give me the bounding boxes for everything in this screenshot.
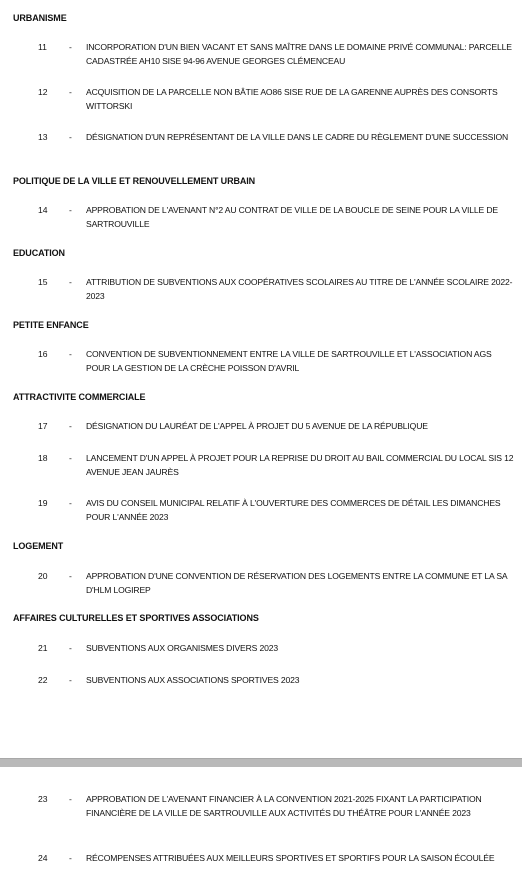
item-text: AVIS DU CONSEIL MUNICIPAL RELATIF À L'OUVERTURE DES COMMERCES DE DÉTAIL LES DIMANCHES POUR L'ANNÉE 2023 <box>86 498 501 522</box>
item-number: 23 <box>38 794 48 804</box>
item-text: DÉSIGNATION D'UN REPRÉSENTANT DE LA VILLE DANS LE CADRE DU RÈGLEMENT D'UNE SUCCESSION <box>86 132 509 142</box>
section-title-urbanisme: URBANISME <box>13 13 67 23</box>
item-number: 15 <box>38 277 48 287</box>
section-title-politique-ville: POLITIQUE DE LA VILLE ET RENOUVELLEMENT URBAIN <box>13 176 256 186</box>
section-title-affaires-culturelles: AFFAIRES CULTURELLES ET SPORTIVES ASSOCIATIONS <box>13 613 259 623</box>
item-number: 13 <box>38 132 48 142</box>
item-dash: - <box>69 643 72 653</box>
item-text: APPROBATION D'UNE CONVENTION DE RÉSERVATION DES LOGEMENTS ENTRE LA COMMUNE ET LA SA D'HLM LOGIREP <box>86 571 508 595</box>
item-dash: - <box>69 853 72 863</box>
item-text: APPROBATION DE L'AVENANT FINANCIER À LA CONVENTION 2021-2025 FIXANT LA PARTICIPATION FINANCIÈRE DE LA VILLE DE SARTROUVILLE AUX ACTIVITÉS DU THÉÂTRE POUR L'ANNÉE 2023 <box>86 794 482 818</box>
item-number: 21 <box>38 643 48 653</box>
item-number: 17 <box>38 421 48 431</box>
item-number: 22 <box>38 675 48 685</box>
section-title-attractivite-commerciale: ATTRACTIVITE COMMERCIALE <box>13 392 146 402</box>
item-text: CONVENTION DE SUBVENTIONNEMENT ENTRE LA VILLE DE SARTROUVILLE ET L'ASSOCIATION AGS POUR LA GESTION DE LA CRÈCHE POISSON D'AVRIL <box>86 349 492 373</box>
item-text: SUBVENTIONS AUX ASSOCIATIONS SPORTIVES 2023 <box>86 675 300 685</box>
section-title-petite-enfance: PETITE ENFANCE <box>13 320 89 330</box>
section-title-logement: LOGEMENT <box>13 541 64 551</box>
item-number: 11 <box>38 42 47 52</box>
item-text: DÉSIGNATION DU LAURÉAT DE L'APPEL À PROJET DU 5 AVENUE DE LA RÉPUBLIQUE <box>86 421 428 431</box>
item-dash: - <box>69 571 72 581</box>
agenda-page-2 <box>0 766 522 889</box>
item-dash: - <box>69 205 72 215</box>
item-text: SUBVENTIONS AUX ORGANISMES DIVERS 2023 <box>86 643 279 653</box>
item-dash: - <box>69 132 72 142</box>
item-text: RÉCOMPENSES ATTRIBUÉES AUX MEILLEURS SPORTIVES ET SPORTIFS POUR LA SAISON ÉCOULÉE <box>86 853 495 863</box>
item-number: 24 <box>38 853 48 863</box>
item-dash: - <box>69 498 72 508</box>
item-dash: - <box>69 453 72 463</box>
item-dash: - <box>69 42 72 52</box>
item-number: 20 <box>38 571 48 581</box>
item-number: 12 <box>38 87 48 97</box>
item-number: 16 <box>38 349 48 359</box>
item-dash: - <box>69 675 72 685</box>
section-title-education: EDUCATION <box>13 248 65 258</box>
item-number: 19 <box>38 498 48 508</box>
item-dash: - <box>69 277 72 287</box>
item-number: 18 <box>38 453 48 463</box>
item-dash: - <box>69 794 72 804</box>
item-text: LANCEMENT D'UN APPEL À PROJET POUR LA REPRISE DU DROIT AU BAIL COMMERCIAL DU LOCAL SIS 12 AVENUE JEAN JAURÈS <box>86 453 514 477</box>
item-text: APPROBATION DE L'AVENANT N°2 AU CONTRAT DE VILLE DE LA BOUCLE DE SEINE POUR LA VILLE DE SARTROUVILLE <box>86 205 498 229</box>
item-dash: - <box>69 349 72 359</box>
item-number: 14 <box>38 205 48 215</box>
item-text: INCORPORATION D'UN BIEN VACANT ET SANS MAÎTRE DANS LE DOMAINE PRIVÉ COMMUNAL: PARCELLE CADASTRÉE AH10 SISE 94-96 AVENUE GEORGES CLÉMENCEAU <box>86 42 512 66</box>
item-dash: - <box>69 421 72 431</box>
item-dash: - <box>69 87 72 97</box>
item-text: ACQUISITION DE LA PARCELLE NON BÂTIE AO86 SISE RUE DE LA GARENNE AUPRÈS DES CONSORTS WITTORSKI <box>86 87 498 111</box>
item-text: ATTRIBUTION DE SUBVENTIONS AUX COOPÉRATIVES SCOLAIRES AU TITRE DE L'ANNÉE SCOLAIRE 2022-2023 <box>86 277 513 301</box>
